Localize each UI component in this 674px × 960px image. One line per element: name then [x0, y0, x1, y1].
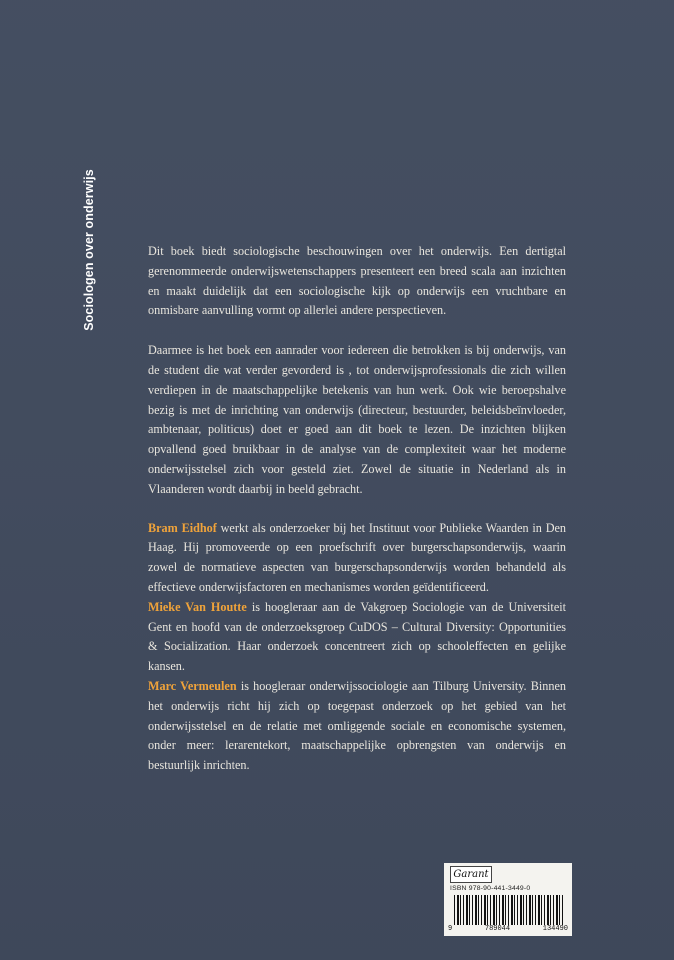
author-name: Mieke Van Houtte — [148, 599, 247, 614]
side-title-text: Sociologen over onderwijs — [82, 169, 96, 331]
author-name: Marc Vermeulen — [148, 678, 237, 693]
author-bio-text: is hoogleraar onderwijssociologie aan Tilburg University. Binnen het onderwijs richt hij zich op toegepast onderzoek op het gebied van het onderwijsstelsel en de relatie met omliggende sociale en economische systemen, onder meer: lerarentekort, maatschappelijke opbrengsten van onderwijs en bestuurlijk inrichten. — [148, 678, 566, 773]
isbn-text: ISBN 978-90-441-3449-0 — [450, 885, 531, 892]
paragraph-spacer — [148, 500, 566, 519]
author-bio-text: werkt als onderzoeker bij het Instituut voor Publieke Waarden in Den Haag. Hij promoveerde op een proefschrift over burgerschapsonderwijs, waarin zowel de normatieve aspecten van burgerschapsonderwijs worden behandeld als effectieve onderwijsfactoren en mechanismes worden geïdentificeerd. — [148, 520, 566, 594]
barcode-label — [444, 863, 572, 936]
paragraph-spacer — [148, 321, 566, 341]
side-title — [79, 160, 99, 340]
back-cover-text — [148, 242, 566, 776]
ean-digit-group: 9 — [448, 925, 453, 933]
author-bio-eidhof — [148, 519, 566, 598]
ean-digit-group: 134490 — [542, 925, 568, 933]
author-bio-text: is hoogleraar aan de Vakgroep Sociologie van de Universiteit Gent en hoofd van de onderzoeksgroep CuDOS – Cultural Diversity: Opportunities & Socialization. Haar onderzoek concentreert zich op schooleffecten en gelijke kansen. — [148, 599, 567, 674]
publisher-logo — [450, 866, 492, 883]
ean-digits — [448, 925, 568, 933]
intro-paragraph: Dit boek biedt sociologische beschouwingen over het onderwijs. Een dertigtal gerenommeerde onderwijswetenschappers presenteert een breed scala aan inzichten en maakt duidelijk dat een sociologische kijk op onderwijs een vruchtbare en onmisbare aanvulling vormt op allerlei andere perspectieven. — [148, 244, 566, 318]
barcode-bars — [454, 895, 564, 925]
author-name: Bram Eidhof — [148, 520, 217, 535]
publisher-name: Garant — [453, 869, 489, 880]
ean-digit-group: 789044 — [484, 925, 511, 933]
audience-paragraph: Daarmee is het boek een aanrader voor iedereen die betrokken is bij onderwijs, van de student die wat verder gevorderd is , tot onderwijsprofessionals die zich willen verdiepen in de maatschappelijke betekenis van hun werk. Ook wie beroepshalve bezig is met de inrichting van onderwijs (directeur, bestuurder, beleidsbeïnvloeder, ambtenaar, politicus) doet er goed aan dit boek te lezen. De inzichten blijken opvallend goed bruikbaar in de analyse van de complexiteit waar het moderne onderwijsstelsel zich voor gesteld ziet. Zowel de situatie in Nederland als in Vlaanderen wordt daarbij in beeld gebracht. — [148, 343, 566, 496]
author-bio-vermeulen — [148, 677, 566, 776]
author-bio-van-houtte — [148, 598, 566, 677]
